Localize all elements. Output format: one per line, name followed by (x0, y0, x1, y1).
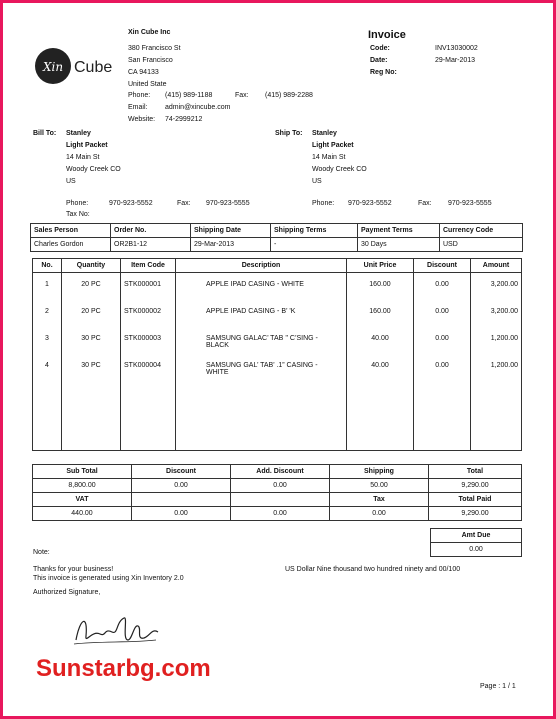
items-header-no: No. (33, 259, 62, 273)
ship-to-addr2: Woody Creek CO (312, 166, 367, 173)
ship-to-fax-label: Fax: (418, 200, 432, 207)
item-amount: 1,200.00 (471, 327, 522, 354)
order-header-shipping-date: Shipping Date (191, 224, 271, 238)
company-logo (34, 45, 119, 92)
company-phone: (415) 989-1188 (165, 92, 213, 99)
handwritten-signature (70, 610, 165, 650)
amount-due-value: 0.00 (431, 543, 522, 557)
add-discount-value: 0.00 (231, 479, 330, 493)
order-header-currency-code: Currency Code (440, 224, 523, 238)
item-no: 3 (33, 327, 62, 354)
company-email: admin@xincube.com (165, 104, 231, 111)
watermark-text: Sunstarbg.com (36, 655, 211, 682)
logo-mark (34, 45, 119, 87)
bill-to-country: US (66, 178, 76, 185)
order-header-sales-person: Sales Person (31, 224, 111, 238)
ship-to-phone: 970-923-5552 (348, 200, 392, 207)
item-qty: 30 PC (62, 327, 121, 354)
company-address1: 380 Francisco St (128, 45, 181, 52)
bill-to-fax-label: Fax: (177, 200, 191, 207)
totals-header-blank-1 (132, 493, 231, 507)
total-value: 9,290.00 (429, 479, 522, 493)
ship-to-name: Stanley (312, 130, 337, 137)
item-discount: 0.00 (414, 354, 471, 451)
logo-circle-text: Xin (42, 60, 64, 74)
thanks-text: Thanks for your business! (33, 566, 114, 573)
item-description: APPLE IPAD CASING - B’ ’K (176, 300, 347, 327)
bill-to-phone: 970-923-5552 (109, 200, 153, 207)
company-website-label: Website: (128, 116, 156, 123)
item-no: 2 (33, 300, 62, 327)
bill-to-fax: 970-923-5555 (206, 200, 250, 207)
item-description: SAMSUNG GALAC’ TAB ’’ C’SING - BLACK (176, 327, 347, 354)
company-website: 74-2999212 (165, 116, 203, 123)
ship-to-country: US (312, 178, 322, 185)
subtotal-value: 8,800.00 (33, 479, 132, 493)
item-unit-price: 160.00 (347, 273, 414, 300)
note-label: Note: (33, 549, 50, 556)
bill-to-addr2: Woody Creek CO (66, 166, 121, 173)
item-description: APPLE IPAD CASING - WHITE (176, 273, 347, 300)
totals-header-total: Total (429, 465, 522, 479)
totals-header-discount: Discount (132, 465, 231, 479)
item-code: STK000001 (121, 273, 176, 300)
items-header-item-code: Item Code (121, 259, 176, 273)
table-row (33, 273, 522, 300)
ship-to-phone-label: Phone: (312, 200, 335, 207)
signature-label: Authorized Signature, (33, 589, 101, 596)
company-fax: (415) 989-2288 (265, 92, 313, 99)
invoice-date: 29-Mar-2013 (435, 57, 476, 64)
amount-in-words: US Dollar Nine thousand two hundred ninety and 00/100 (285, 566, 461, 573)
item-unit-price: 40.00 (347, 327, 414, 354)
items-header-amount: Amount (471, 259, 522, 273)
item-code: STK000004 (121, 354, 176, 451)
items-header-discount: Discount (414, 259, 471, 273)
item-discount: 0.00 (414, 273, 471, 300)
totals-table (32, 464, 522, 521)
item-code: STK000003 (121, 327, 176, 354)
items-header-description: Description (176, 259, 347, 273)
table-row (33, 327, 522, 354)
shipping-value: 50.00 (330, 479, 429, 493)
tax-value: 0.00 (330, 507, 429, 521)
item-discount: 0.00 (414, 300, 471, 327)
company-email-label: Email: (128, 104, 148, 111)
item-no: 1 (33, 273, 62, 300)
totals-header-blank-2 (231, 493, 330, 507)
line-items-table (32, 258, 522, 451)
item-qty: 20 PC (62, 300, 121, 327)
row2-value-3: 0.00 (231, 507, 330, 521)
totals-header-shipping: Shipping (330, 465, 429, 479)
item-qty: 30 PC (62, 354, 121, 451)
generated-text: This invoice is generated using Xin Inventory 2.0 (33, 575, 184, 582)
order-number: OR2B1-12 (111, 238, 191, 252)
order-currency-code: USD (440, 238, 523, 252)
order-info-table (30, 223, 523, 252)
totals-header-total-paid: Total Paid (429, 493, 522, 507)
bill-to-tax-label: Tax No: (66, 211, 90, 218)
amount-due-table (430, 528, 522, 557)
items-header-unit-price: Unit Price (347, 259, 414, 273)
invoice-code-label: Code: (370, 45, 390, 52)
vat-value: 440.00 (33, 507, 132, 521)
company-city: San Francisco (128, 57, 173, 64)
company-phone-label: Phone: (128, 92, 151, 99)
order-header-order-no: Order No. (111, 224, 191, 238)
item-amount: 3,200.00 (471, 300, 522, 327)
item-discount: 0.00 (414, 327, 471, 354)
bill-to-company: Light Packet (66, 142, 108, 149)
item-unit-price: 160.00 (347, 300, 414, 327)
order-header-shipping-terms: Shipping Terms (271, 224, 358, 238)
ship-to-addr1: 14 Main St (312, 154, 346, 161)
table-row (33, 300, 522, 327)
bill-to-label: Bill To: (33, 130, 57, 137)
bill-to-phone-label: Phone: (66, 200, 89, 207)
order-payment-terms: 30 Days (358, 238, 440, 252)
amount-due-label: Amt Due (431, 529, 522, 543)
item-amount: 1,200.00 (471, 354, 522, 451)
order-header-payment-terms: Payment Terms (358, 224, 440, 238)
logo-text: Cube (74, 59, 113, 76)
item-description: SAMSUNG GAL’ TAB’ .1” CASING - WHITE (176, 354, 347, 451)
page-number: Page : 1 / 1 (480, 683, 516, 690)
company-state-zip: CA 94133 (128, 69, 159, 76)
item-unit-price: 40.00 (347, 354, 414, 451)
item-code: STK000002 (121, 300, 176, 327)
bill-to-name: Stanley (66, 130, 91, 137)
discount-value: 0.00 (132, 479, 231, 493)
totals-header-subtotal: Sub Total (33, 465, 132, 479)
ship-to-label: Ship To: (275, 130, 303, 137)
company-name: Xin Cube Inc (128, 29, 171, 36)
total-paid-value: 9,290.00 (429, 507, 522, 521)
order-sales-person: Charles Gordon (31, 238, 111, 252)
bill-to-addr1: 14 Main St (66, 154, 100, 161)
invoice-reg-label: Reg No: (370, 69, 397, 76)
company-fax-label: Fax: (235, 92, 249, 99)
totals-header-tax: Tax (330, 493, 429, 507)
item-qty: 20 PC (62, 273, 121, 300)
invoice-date-label: Date: (370, 57, 388, 64)
item-amount: 3,200.00 (471, 273, 522, 300)
item-no: 4 (33, 354, 62, 451)
order-shipping-terms: - (271, 238, 358, 252)
invoice-code: INV13030002 (435, 45, 478, 52)
table-row (33, 354, 522, 451)
ship-to-company: Light Packet (312, 142, 354, 149)
row2-value-2: 0.00 (132, 507, 231, 521)
ship-to-fax: 970-923-5555 (448, 200, 492, 207)
items-header-quantity: Quantity (62, 259, 121, 273)
company-country: United State (128, 81, 167, 88)
totals-header-add-discount: Add. Discount (231, 465, 330, 479)
totals-header-vat: VAT (33, 493, 132, 507)
order-shipping-date: 29-Mar-2013 (191, 238, 271, 252)
invoice-title: Invoice (368, 29, 406, 41)
